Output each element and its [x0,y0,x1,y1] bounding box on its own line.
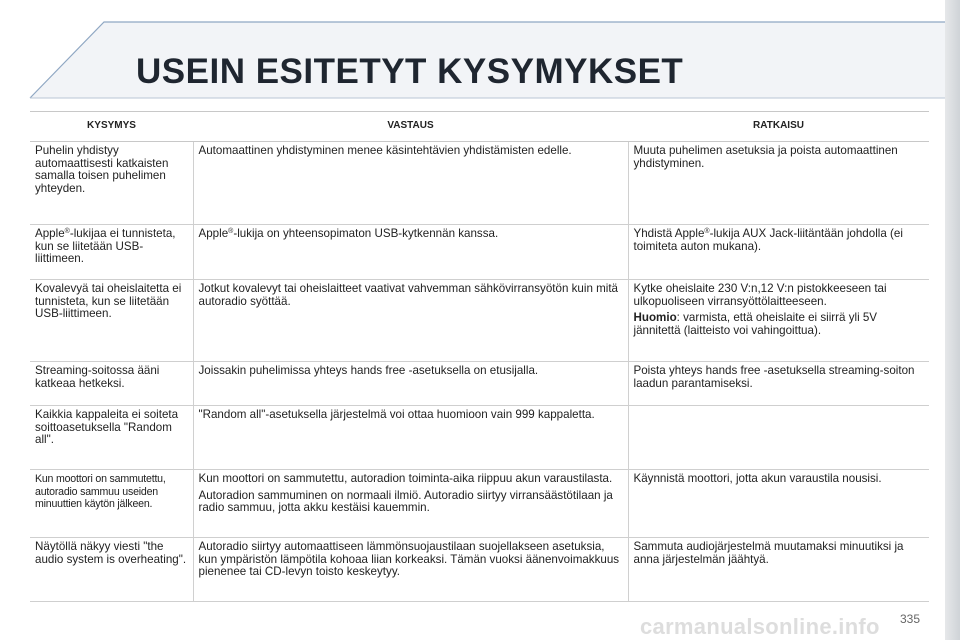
registered-mark: ® [228,228,234,235]
note-label: Huomio [633,311,677,324]
table-row [30,225,929,280]
question-cell: Kun moottori on sammutettu, autoradio sammuu useiden minuuttien käytön jälkeen. [30,470,193,538]
answer-cell: Autoradio siirtyy automaattiseen lämmönsuojaustilaan suojellakseen asetuksia, kun ympäristön lämpötila kohoaa liian korkeaksi. Tämän vuoksi äänenvoimakkuus pienenee tai CD-levyn toisto keskeytyy. [193,538,628,602]
solution-cell: Poista yhteys hands free -asetuksella streaming-soiton laadun parantamiseksi. [628,362,929,406]
table-row [30,362,929,406]
solution-cell: Muuta puhelimen asetuksia ja poista automaattinen yhdistyminen. [628,142,929,225]
solution-text: Kytke oheislaite 230 V:n,12 V:n pistokkeeseen tai ulkopuoliseen virransyöttölaitteeseen. [633,282,887,308]
watermark: carmanualsonline.info [640,614,880,639]
table-row [30,142,929,225]
question-cell: Näytöllä näkyy viesti "the audio system is overheating". [30,538,193,602]
question-cell: Streaming-soitossa ääni katkeaa hetkeksi. [30,362,193,406]
answer-paragraph: Kun moottori on sammutettu, autoradion toiminta-aika riippuu akun varaustilasta. [198,472,613,485]
table-row [30,538,929,602]
question-cell: Kaikkia kappaleita ei soiteta soittoasetuksella "Random all". [30,406,193,470]
table-row [30,470,929,538]
note-text: : varmista, että oheislaite ei siirrä yli 5V jännitettä (laitteisto voi vahingoittua). [633,311,878,337]
registered-mark: ® [64,228,70,235]
answer-text: -lukija on yhteensopimaton USB-kytkennän kanssa. [233,227,499,240]
question-cell [30,225,193,280]
question-cell: Puhelin yhdistyy automaattisesti katkaisten samalla toisen puhelimen yhteyden. [30,142,193,225]
question-cell: Kovalevyä tai oheislaitetta ei tunnisteta, kun se liitetään USB-liittimeen. [30,280,193,362]
table-row [30,406,929,470]
faq-table [30,111,929,602]
solution-cell: Käynnistä moottori, jotta akun varaustila nousisi. [628,470,929,538]
column-header-question: KYSYMYS [30,112,193,142]
answer-paragraph: Autoradion sammuminen on normaali ilmiö. Autoradio siirtyy virransäästötilaan ja radio sammuu, jotta akku kestäisi kauemmin. [198,488,613,514]
note-paragraph [634,312,926,337]
answer-cell [193,225,628,280]
solution-text: -lukija AUX Jack-liitäntään johdolla (ei toimiteta auton mukana). [633,227,903,253]
answer-cell: Jotkut kovalevyt tai oheislaitteet vaativat vahvemman sähkövirransyötön kuin mitä autoradio syöttää. [193,280,628,362]
column-header-answer: VASTAUS [193,112,628,142]
solution-cell [628,280,929,362]
solution-text: Yhdistä Apple [633,227,705,240]
page-number: 335 [899,612,920,626]
page-side-bar [945,0,960,640]
answer-text: Apple [198,227,229,240]
answer-cell: "Random all"-asetuksella järjestelmä voi ottaa huomioon vain 999 kappaletta. [193,406,628,470]
answer-cell: Automaattinen yhdistyminen menee käsintehtävien yhdistämisten edelle. [193,142,628,225]
solution-cell [628,225,929,280]
answer-cell: Joissakin puhelimissa yhteys hands free -asetuksella on etusijalla. [193,362,628,406]
page-title: USEIN ESITETYT KYSYMYKSET [136,52,684,91]
question-text: Apple [35,227,65,240]
registered-mark: ® [704,228,710,235]
solution-cell [628,406,929,470]
table-header-row [30,112,929,142]
question-text: -lukijaa ei tunnisteta, kun se liitetään USB-liittimeen. [35,227,176,265]
column-header-solution: RATKAISU [628,112,929,142]
table-row [30,280,929,362]
solution-cell: Sammuta audiojärjestelmä muutamaksi minuutiksi ja anna järjestelmän jäähtyä. [628,538,929,602]
answer-cell [193,470,628,538]
